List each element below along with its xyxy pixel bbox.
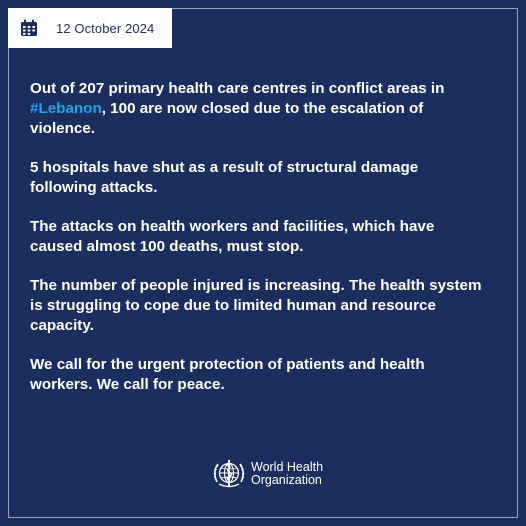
paragraph-hospitals: 5 hospitals have shut as a result of structural damage following attacks. [30,159,419,196]
paragraph-attacks: The attacks on health workers and facilities, which have caused almost 100 deaths, must stop. [30,218,435,255]
organization-name-line2: Organization [251,473,322,487]
who-logo [211,456,361,492]
organization-name-line1: World Health [251,460,324,474]
date-badge [8,8,172,48]
post-date: 12 October 2024 [56,20,155,36]
paragraph-closures [30,79,486,139]
organization-name [251,461,361,487]
paragraph-injured: The number of people injured is increasing. The health system is struggling to cope due to limited human and resource capacity. [30,277,482,334]
paragraph-call-for-peace: We call for the urgent protection of patients and health workers. We call for peace. [30,356,425,393]
paragraph-closures-tail: , 100 are now closed due to the escalation of violence. [30,100,424,137]
hashtag-lebanon-link[interactable]: #Lebanon [30,100,102,117]
paragraph-closures-lead: Out of 207 primary health care centres in conflict areas in [30,80,445,97]
calendar-icon [20,19,38,37]
message-body [30,79,486,414]
who-emblem-icon [211,456,247,492]
